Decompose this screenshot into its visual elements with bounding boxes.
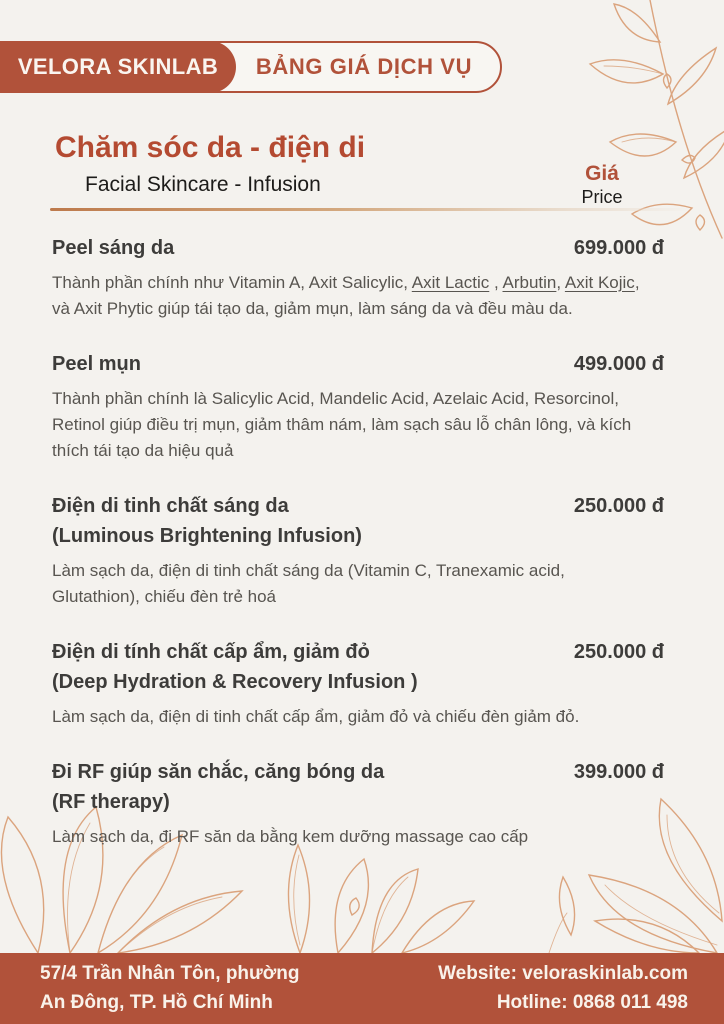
section-title-vi: Chăm sóc da - điện di [55, 131, 366, 164]
service-name: Peel sáng da [52, 237, 175, 259]
website-label: Website: [438, 963, 517, 984]
service-name-en: (Deep Hydration & Recovery Infusion ) [52, 671, 418, 693]
section-title-en: Facial Skincare - Infusion [85, 173, 321, 196]
service-price: 699.000 đ [573, 237, 664, 259]
price-label-en: Price [581, 187, 623, 207]
service-name: Peel mụn [52, 353, 141, 375]
banner-title: BẢNG GIÁ DỊCH VỤ [255, 54, 473, 79]
footer [0, 953, 724, 1024]
service-name-en: (RF therapy) [52, 791, 170, 813]
header [0, 41, 502, 93]
service-description: Làm sạch da, đi RF săn da bằng kem dưỡng massage cao cấp [52, 827, 529, 846]
service-description: Làm sạch da, điện di tinh chất sáng da (Vitamin C, Tranexamic acid, Glutathion), chiếu đèn trẻ hoá [52, 561, 565, 606]
service-name: Đi RF giúp săn chắc, căng bóng da [52, 761, 385, 783]
description-segment: , và Axit Phytic giúp tái tạo da, giảm mụn, làm sáng da và đều màu da. [52, 273, 640, 318]
brand-name: VELORA SKINLAB [17, 54, 219, 79]
description-segment-underlined: Arbutin [502, 273, 557, 292]
contact-info [438, 960, 688, 1017]
price-column-label [558, 162, 646, 208]
hotline-label: Hotline: [496, 991, 568, 1013]
description-segment: Thành phần chính như Vitamin A, Axit Salicylic, [52, 273, 412, 292]
brand-badge [0, 41, 236, 93]
service-name-en: (Luminous Brightening Infusion) [52, 525, 362, 547]
hotline-line [438, 989, 688, 1018]
service-item [52, 637, 664, 730]
website-line [438, 960, 688, 989]
service-description: Làm sạch da, điện di tinh chất cấp ẩm, giảm đỏ và chiếu đèn giảm đỏ. [52, 707, 580, 726]
service-name: Điện di tinh chất sáng da [52, 495, 289, 517]
service-description [52, 270, 656, 322]
description-segment: , [489, 273, 503, 292]
service-description: Thành phần chính là Salicylic Acid, Mandelic Acid, Azelaic Acid, Resorcinol, Retinol giúp điều trị mụn, giảm thâm nám, làm sạch sâu lỗ chân lông, và kích thích tái tạo da hiệu quả [52, 389, 632, 460]
header-divider [50, 208, 690, 211]
address-line-1: 57/4 Trần Nhân Tôn, phường [40, 963, 300, 984]
service-price: 399.000 đ [573, 761, 664, 783]
description-segment-underlined: Axit Lactic [411, 273, 490, 292]
website-value: veloraskinlab.com [522, 963, 688, 984]
description-segment: , [556, 273, 565, 292]
address-line-2: An Đông, TP. Hồ Chí Minh [40, 991, 273, 1013]
service-item [52, 349, 664, 464]
service-item [52, 757, 664, 850]
service-item [52, 491, 664, 610]
address [40, 960, 300, 1017]
description-segment-underlined: Axit Kojic [564, 273, 635, 292]
service-price: 499.000 đ [573, 353, 664, 375]
price-label-vi: Giá [585, 162, 619, 185]
service-price: 250.000 đ [573, 641, 664, 663]
service-name: Điện di tính chất cấp ẩm, giảm đỏ [52, 641, 370, 663]
service-price: 250.000 đ [573, 495, 664, 517]
hotline-value: 0868 011 498 [572, 991, 688, 1013]
service-item [52, 233, 664, 322]
service-list [52, 233, 664, 877]
